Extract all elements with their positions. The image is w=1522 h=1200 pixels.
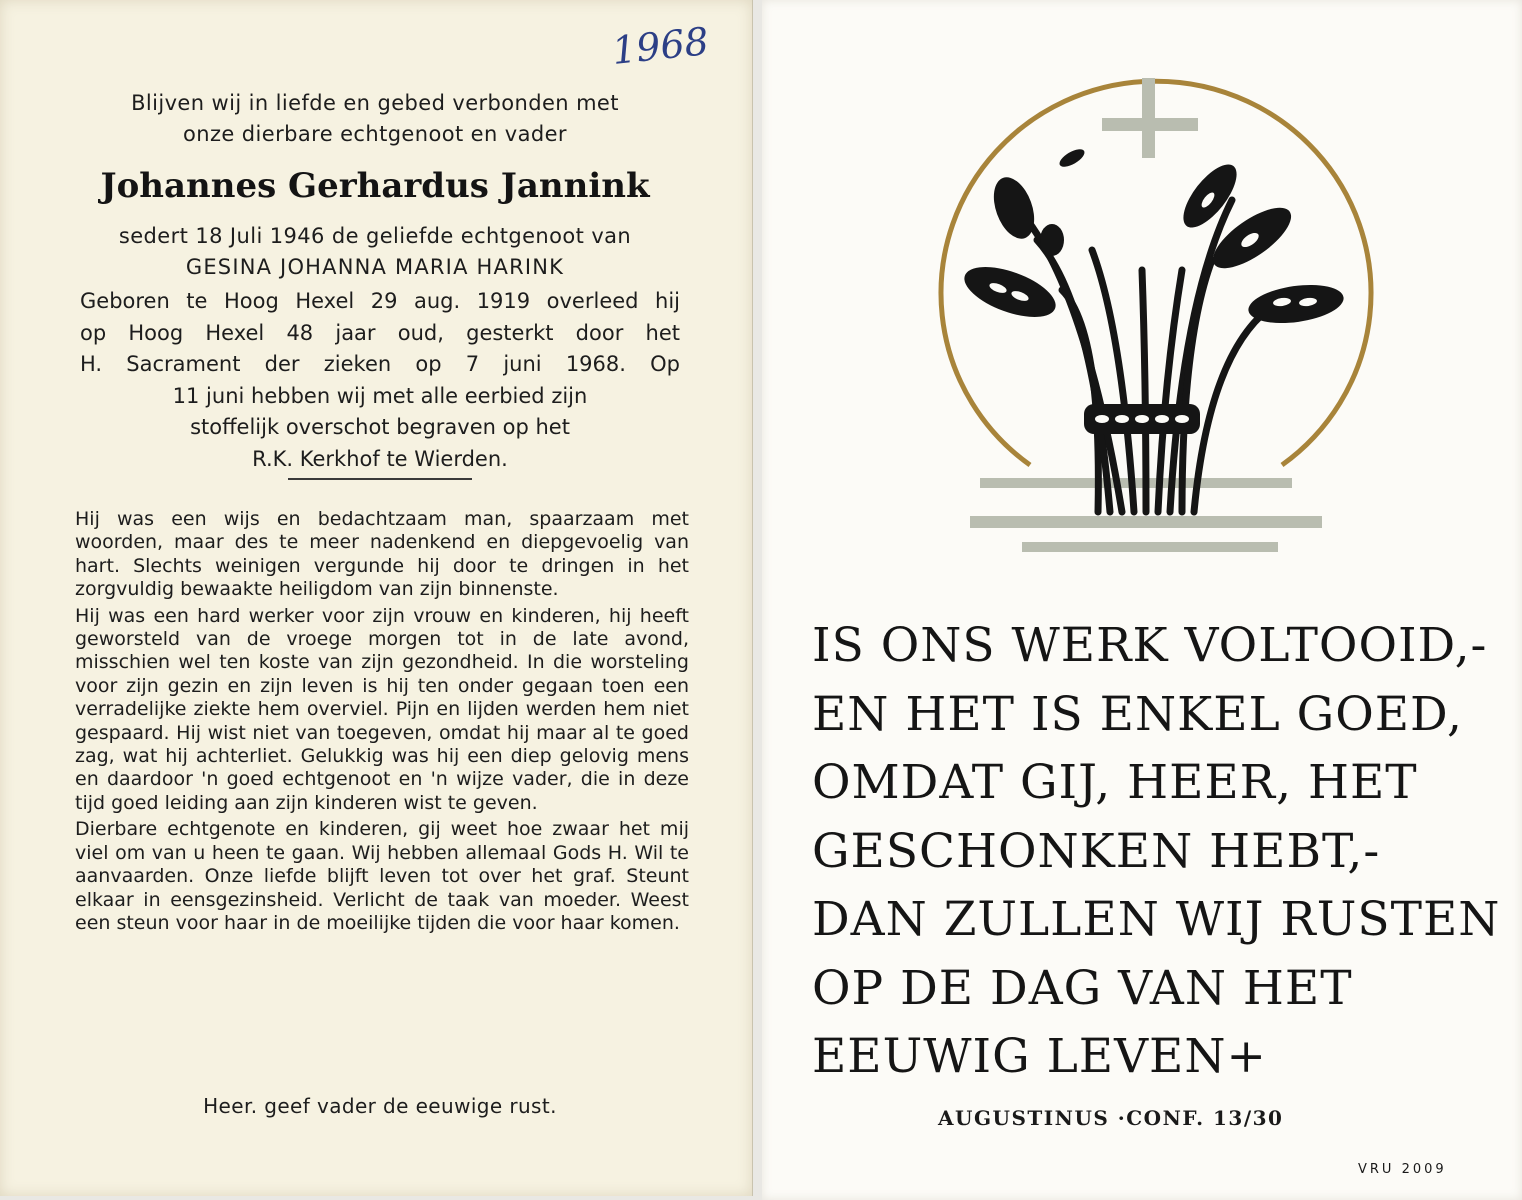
cross-icon <box>1102 78 1198 158</box>
wheat-sheaf-emblem <box>762 0 1522 580</box>
intro-line: onze dierbare echtgenoot en vader <box>183 122 567 146</box>
bio-line: stoffelijk overschot begraven op het <box>190 415 570 439</box>
intro-text <box>60 88 690 150</box>
marriage-line: sedert 18 Juli 1946 de geliefde echtgenoot van <box>118 224 632 248</box>
memorial-paragraph: Hij was een wijs en bedachtzaam man, spaarzaam met woorden, maar des te meer nadenkend en diepgevoelig van hart. Slechts weinigen vergunde hij door te dringen in het zorgvuldig bewaakte heiligdom van zijn binnenste. <box>75 508 689 601</box>
memorial-paragraph: Hij was een hard werker voor zijn vrouw en kinderen, hij heeft geworsteld van de vroege morgen tot in de late avond, misschien wel ten koste van zijn gezondheid. In die worsteling voor zijn gezin en zijn leven is hij ten onder gegaan toen een verradelijke ziekte hem overviel. Pijn en lijden werden hem niet gespaard. Hij wist niet van toegeven, omdat hij maar al te goed zag, wat hij achterliet. Gelukkig was hij een diep gelovig mens en daardoor 'n goed echtgenoot en 'n wijze vader, die in deze tijd goed leiding aan zijn kinderen wist te geven. <box>75 604 689 814</box>
memorial-paragraph: Dierbare echtgenote en kinderen, gij weet hoe zwaar het mij viel om van u heen te gaan. Wij hebben allemaal Gods H. Wil te aanvaarden. Onze liefde blijft leven tot over het graf. Steunt elkaar in eensgezinsheid. Verlicht de taak van moeder. Weest een steun voor haar in de moeilijke tijden die voor haar komen. <box>75 818 689 934</box>
divider <box>288 478 472 480</box>
print-code: VRU 2009 <box>1358 1162 1447 1177</box>
augustine-quote <box>812 612 1501 1092</box>
quote-line: IS ONS WERK VOLTOOID,- <box>812 618 1488 673</box>
closing-prayer: Heer. geef vader de eeuwige rust. <box>203 1094 557 1118</box>
quote-line: OMDAT GIJ, HEER, HET <box>812 755 1418 810</box>
quote-line: OP DE DAG VAN HET <box>812 960 1353 1016</box>
prayer-card-text-side <box>0 0 753 1196</box>
quote-line: EN HET IS ENKEL GOED, <box>812 686 1464 742</box>
deceased-name: Johannes Gerhardus Jannink <box>100 166 650 206</box>
prayer-card-image-side <box>762 0 1522 1200</box>
bio-line: H. Sacrament der zieken op 7 juni 1968. Op <box>80 352 680 376</box>
quote-line: DAN ZULLEN WIJ RUSTEN <box>812 892 1501 947</box>
bio-line: Geboren te Hoog Hexel 29 aug. 1919 overleed hij <box>80 289 680 313</box>
spouse-name: GESINA JOHANNA MARIA HARINK <box>185 255 565 279</box>
sheaf-binding <box>1084 404 1200 434</box>
memorial-text <box>75 508 689 935</box>
quote-line: GESCHONKEN HEBT,- <box>812 823 1381 879</box>
biography-block <box>80 286 680 475</box>
bio-line: 11 juni hebben wij met alle eerbied zijn <box>172 383 588 408</box>
intro-line: Blijven wij in liefde en gebed verbonden met <box>131 91 619 115</box>
handwritten-year: 1968 <box>609 19 711 73</box>
quote-source: AUGUSTINUS ·CONF. 13/30 <box>938 1106 1284 1130</box>
bio-line: op Hoog Hexel 48 jaar oud, gesterkt door het <box>80 320 680 345</box>
bio-line: R.K. Kerkhof te Wierden. <box>252 446 508 471</box>
quote-line: EEUWIG LEVEN+ <box>812 1029 1267 1084</box>
